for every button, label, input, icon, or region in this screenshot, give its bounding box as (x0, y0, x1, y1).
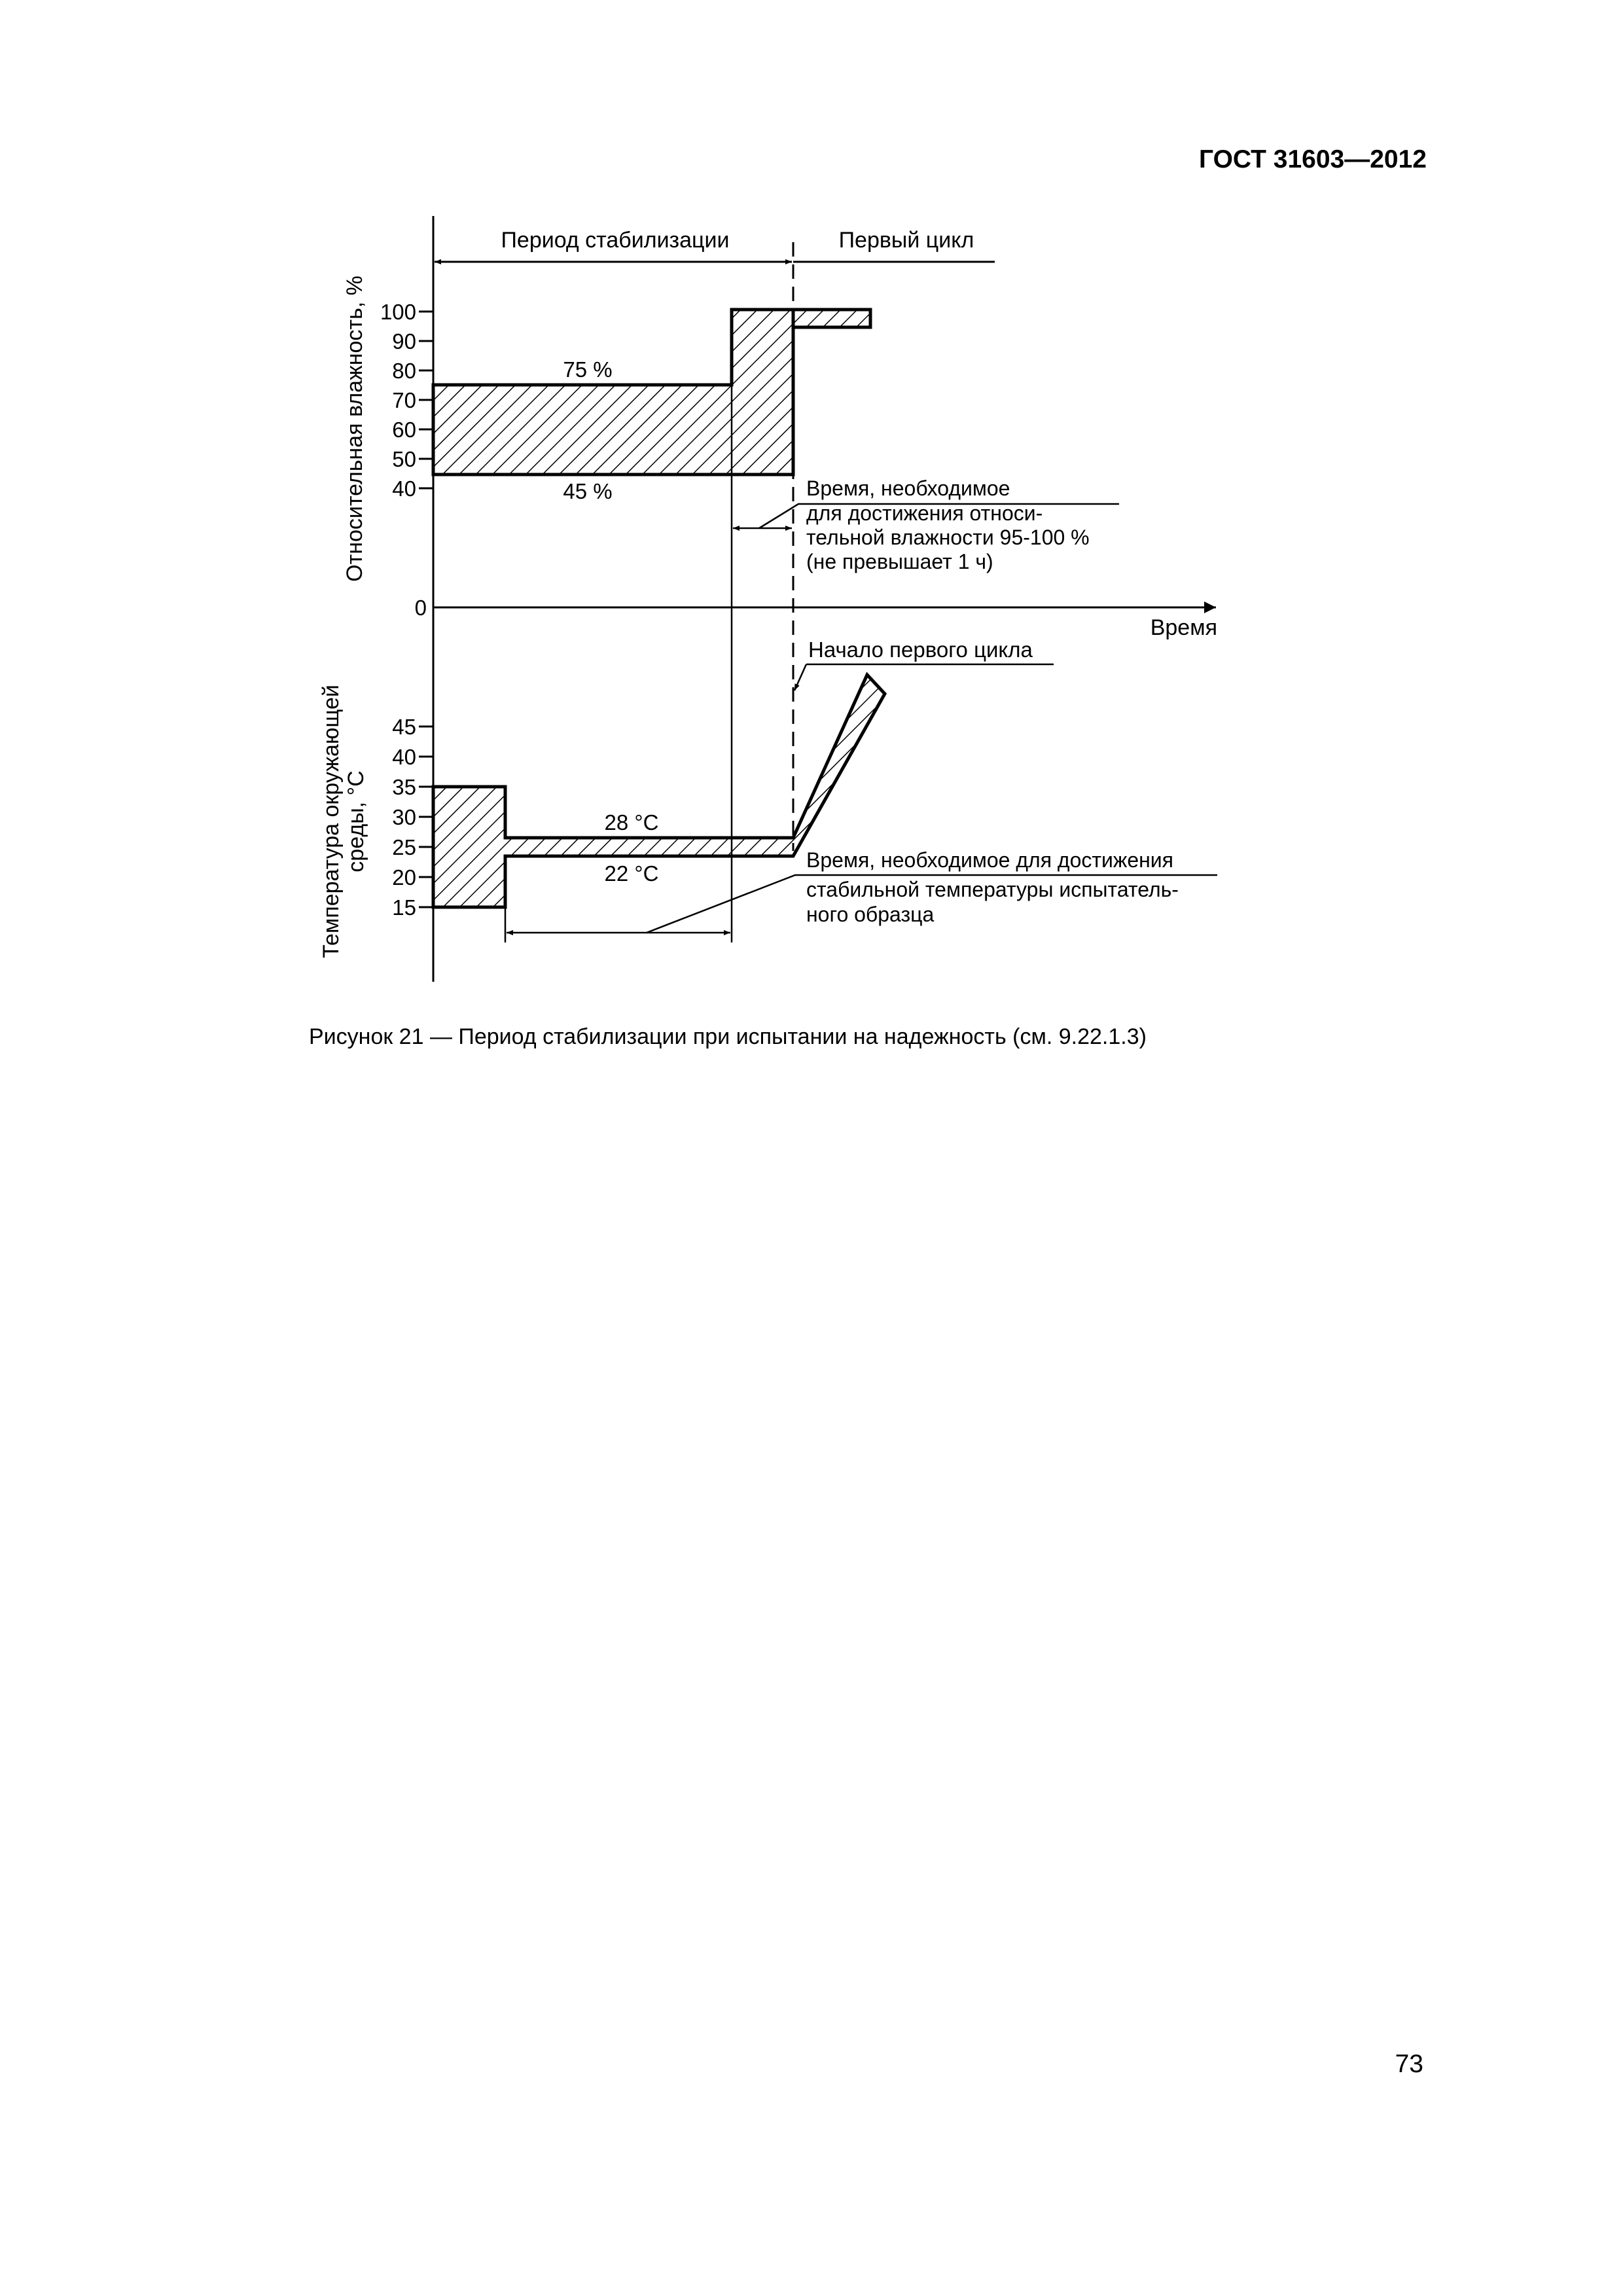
humidity-band (433, 310, 793, 475)
temperature-time-note: стабильной температуры испытатель- (806, 878, 1179, 901)
humidity-time-note: для достижения относи- (806, 501, 1043, 525)
first-cycle-start-label: Начало первого цикла (808, 637, 1033, 662)
stabilization-period-label: Период стабилизации (501, 228, 730, 253)
humidity-time-note: тельной влажности 95-100 % (806, 526, 1090, 549)
humidity-ticks (419, 312, 433, 488)
humidity-tick-label: 70 (392, 388, 416, 412)
temperature-lower-label: 22 °С (604, 861, 659, 886)
temperature-time-note: Время, необходимое для достижения (806, 848, 1173, 872)
temperature-axis-label: Температура окружающей (319, 685, 344, 958)
zero-label: 0 (414, 596, 427, 620)
humidity-time-note: (не превышает 1 ч) (806, 550, 993, 573)
humidity-axis-label: Относительная влажность, % (342, 276, 367, 582)
first-cycle-humidity-band (793, 310, 870, 327)
humidity-upper-label: 75 % (563, 357, 613, 382)
humidity-tick-label: 60 (392, 418, 416, 442)
temperature-tick-label: 30 (392, 805, 416, 829)
temperature-tick-label: 25 (392, 835, 416, 859)
humidity-tick-label: 100 (380, 300, 416, 324)
first-cycle-start-arrow (794, 664, 806, 691)
temperature-ticks (419, 726, 433, 907)
figure-caption: Рисунок 21 — Период стабилизации при испытании на надежность (см. 9.22.1.3) (309, 1024, 1147, 1049)
first-cycle-label: Первый цикл (838, 228, 974, 253)
humidity-lower-label: 45 % (563, 479, 613, 503)
temperature-tick-label: 35 (392, 775, 416, 799)
temperature-time-note: ного образца (806, 903, 935, 926)
humidity-tick-label: 90 (392, 329, 416, 353)
stabilization-diagram (0, 0, 1623, 1021)
temperature-tick-label: 40 (392, 745, 416, 769)
temperature-axis-label: среды, °С (344, 770, 368, 872)
temperature-tick-label: 20 (392, 865, 416, 889)
humidity-tick-label: 40 (392, 476, 416, 501)
temperature-upper-label: 28 °С (604, 810, 659, 834)
temperature-tick-label: 45 (392, 715, 416, 739)
document-id: ГОСТ 31603—2012 (1199, 145, 1427, 173)
humidity-tick-label: 50 (392, 447, 416, 471)
humidity-tick-label: 80 (392, 359, 416, 383)
page-number: 73 (1395, 2050, 1423, 2078)
temperature-band (433, 675, 885, 907)
humidity-time-note: Время, необходимое (806, 476, 1010, 500)
temperature-tick-label: 15 (392, 895, 416, 920)
time-axis-label: Время (1150, 615, 1217, 640)
